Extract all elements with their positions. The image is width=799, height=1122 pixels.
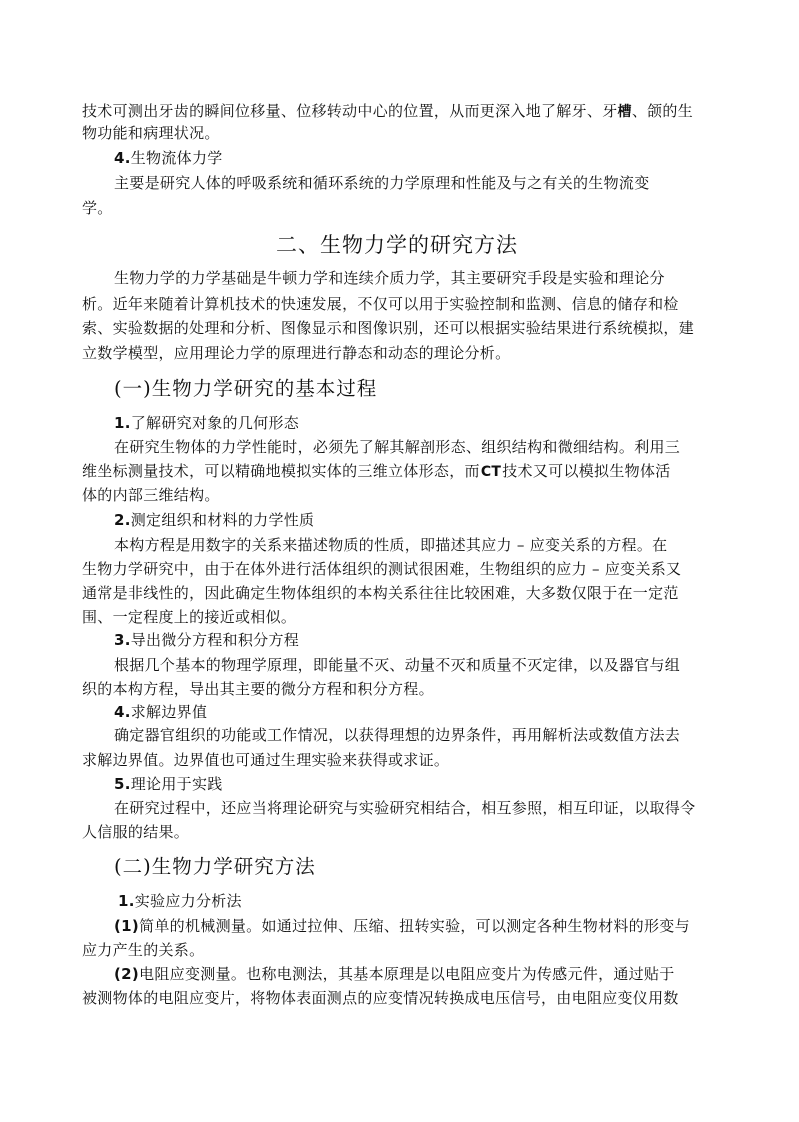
subsection-number: 4. <box>114 703 131 721</box>
subsection-number: 2. <box>114 511 131 529</box>
text-line: 立数学模型，应用理论力学的原理进行静态和动态的理论分析。 <box>82 344 511 362</box>
text-span: 维坐标测量技术，可以精确地模拟实体的三维立体形态，而 <box>82 462 480 480</box>
subsection-title: 导出微分方程和积分方程 <box>130 631 300 649</box>
text-line: 被测物体的电阻应变片，将物体表面测点的应变情况转换成电压信号，由电阻应变仪用数 <box>82 989 679 1007</box>
subsection-title: 生物流体力学 <box>130 149 223 167</box>
text-line: 生物力学研究中，由于在体外进行活体组织的测试很困难，生物组织的应力 – 应变关系又 <box>82 560 682 578</box>
text-span: 槽 <box>617 104 632 120</box>
text-line: 主要是研究人体的呼吸系统和循环系统的力学原理和性能及与之有关的生物流变 <box>114 174 650 192</box>
text-line: 求解边界值。边界值也可通过生理实验来获得或求证。 <box>82 751 450 769</box>
subsection-number: 1. <box>118 892 135 910</box>
text-line: 物功能和病理状况。 <box>82 124 220 142</box>
text-line <box>82 461 671 482</box>
section-heading: 二、生物力学的研究方法 <box>276 233 518 257</box>
subsection-number: 3. <box>114 631 131 649</box>
subsection-heading <box>118 891 242 911</box>
subsection-heading <box>114 413 299 433</box>
text-span: 技术可测出牙齿的瞬间位移量、位移转动中心的位置，从而更深入地了解牙、牙 <box>82 102 618 120</box>
text-line <box>114 964 675 984</box>
subsection-heading <box>114 702 207 722</box>
text-span: 技术又可以模拟生物体活 <box>502 462 671 480</box>
text-line: 织的本构方程，导出其主要的微分方程和积分方程。 <box>82 680 434 698</box>
text-line: 体的内部三维结构。 <box>82 486 220 504</box>
subsection-title: 了解研究对象的几何形态 <box>130 414 300 432</box>
subheading: (二)生物力学研究方法 <box>114 855 316 878</box>
text-line: 在研究生物体的力学性能时，必须先了解其解剖形态、组织结构和微细结构。利用三 <box>114 438 681 456</box>
subsection-heading <box>114 510 314 530</box>
subheading: (一)生物力学研究的基本过程 <box>114 377 378 400</box>
text-line: 析。近年来随着计算机技术的快速发展，不仅可以用于实验控制和监测、信息的储存和检 <box>82 295 679 313</box>
text-line: 生物力学的力学基础是牛顿力学和连续介质力学，其主要研究手段是实验和理论分 <box>114 269 665 287</box>
text-line: 在研究过程中，还应当将理论研究与实验研究相结合，相互参照，相互印证，以取得令 <box>114 799 696 817</box>
subsection-number: 1. <box>114 414 131 432</box>
text-span: 电阻应变测量。也称电测法，其基本原理是以电阻应变片为传感元件，通过贴于 <box>139 965 675 983</box>
text-line: 索、实验数据的处理和分析、图像显示和图像识别，还可以根据实验结果进行系统模拟，建 <box>82 319 695 337</box>
subsection-number: 4. <box>114 149 131 167</box>
text-line <box>82 101 693 122</box>
text-span: CT <box>480 464 502 480</box>
text-span: 、颌的生 <box>631 102 694 120</box>
text-line: 围、一定程度上的接近或相似。 <box>82 608 297 626</box>
text-line: 学。 <box>82 199 113 217</box>
text-line: 确定器官组织的功能或工作情况，以获得理想的边界条件，再用解析法或数值方法去 <box>114 726 681 744</box>
text-span: 简单的机械测量。如通过拉伸、压缩、扭转实验，可以测定各种生物材料的形变与 <box>139 917 690 935</box>
text-line: 应力产生的关系。 <box>82 941 205 959</box>
subsection-heading <box>114 774 223 794</box>
text-line <box>114 916 690 936</box>
item-number: (1) <box>114 917 140 935</box>
text-line: 人信服的结果。 <box>82 823 190 841</box>
subsection-title: 理论用于实践 <box>130 775 223 793</box>
subsection-title: 求解边界值 <box>130 703 208 721</box>
subsection-title: 测定组织和材料的力学性质 <box>130 511 315 529</box>
text-line: 通常是非线性的，因此确定生物体组织的本构关系往往比较困难，大多数仅限于在一定范 <box>82 584 679 602</box>
subsection-heading <box>114 148 223 168</box>
item-number: (2) <box>114 965 140 983</box>
text-line: 根据几个基本的物理学原理，即能量不灭、动量不灭和质量不灭定律，以及器官与组 <box>114 656 681 674</box>
subsection-number: 5. <box>114 775 131 793</box>
text-line: 本构方程是用数字的关系来描述物质的性质，即描述其应力 – 应变关系的方程。在 <box>114 536 668 554</box>
subsection-heading <box>114 630 299 650</box>
subsection-title: 实验应力分析法 <box>134 892 242 910</box>
